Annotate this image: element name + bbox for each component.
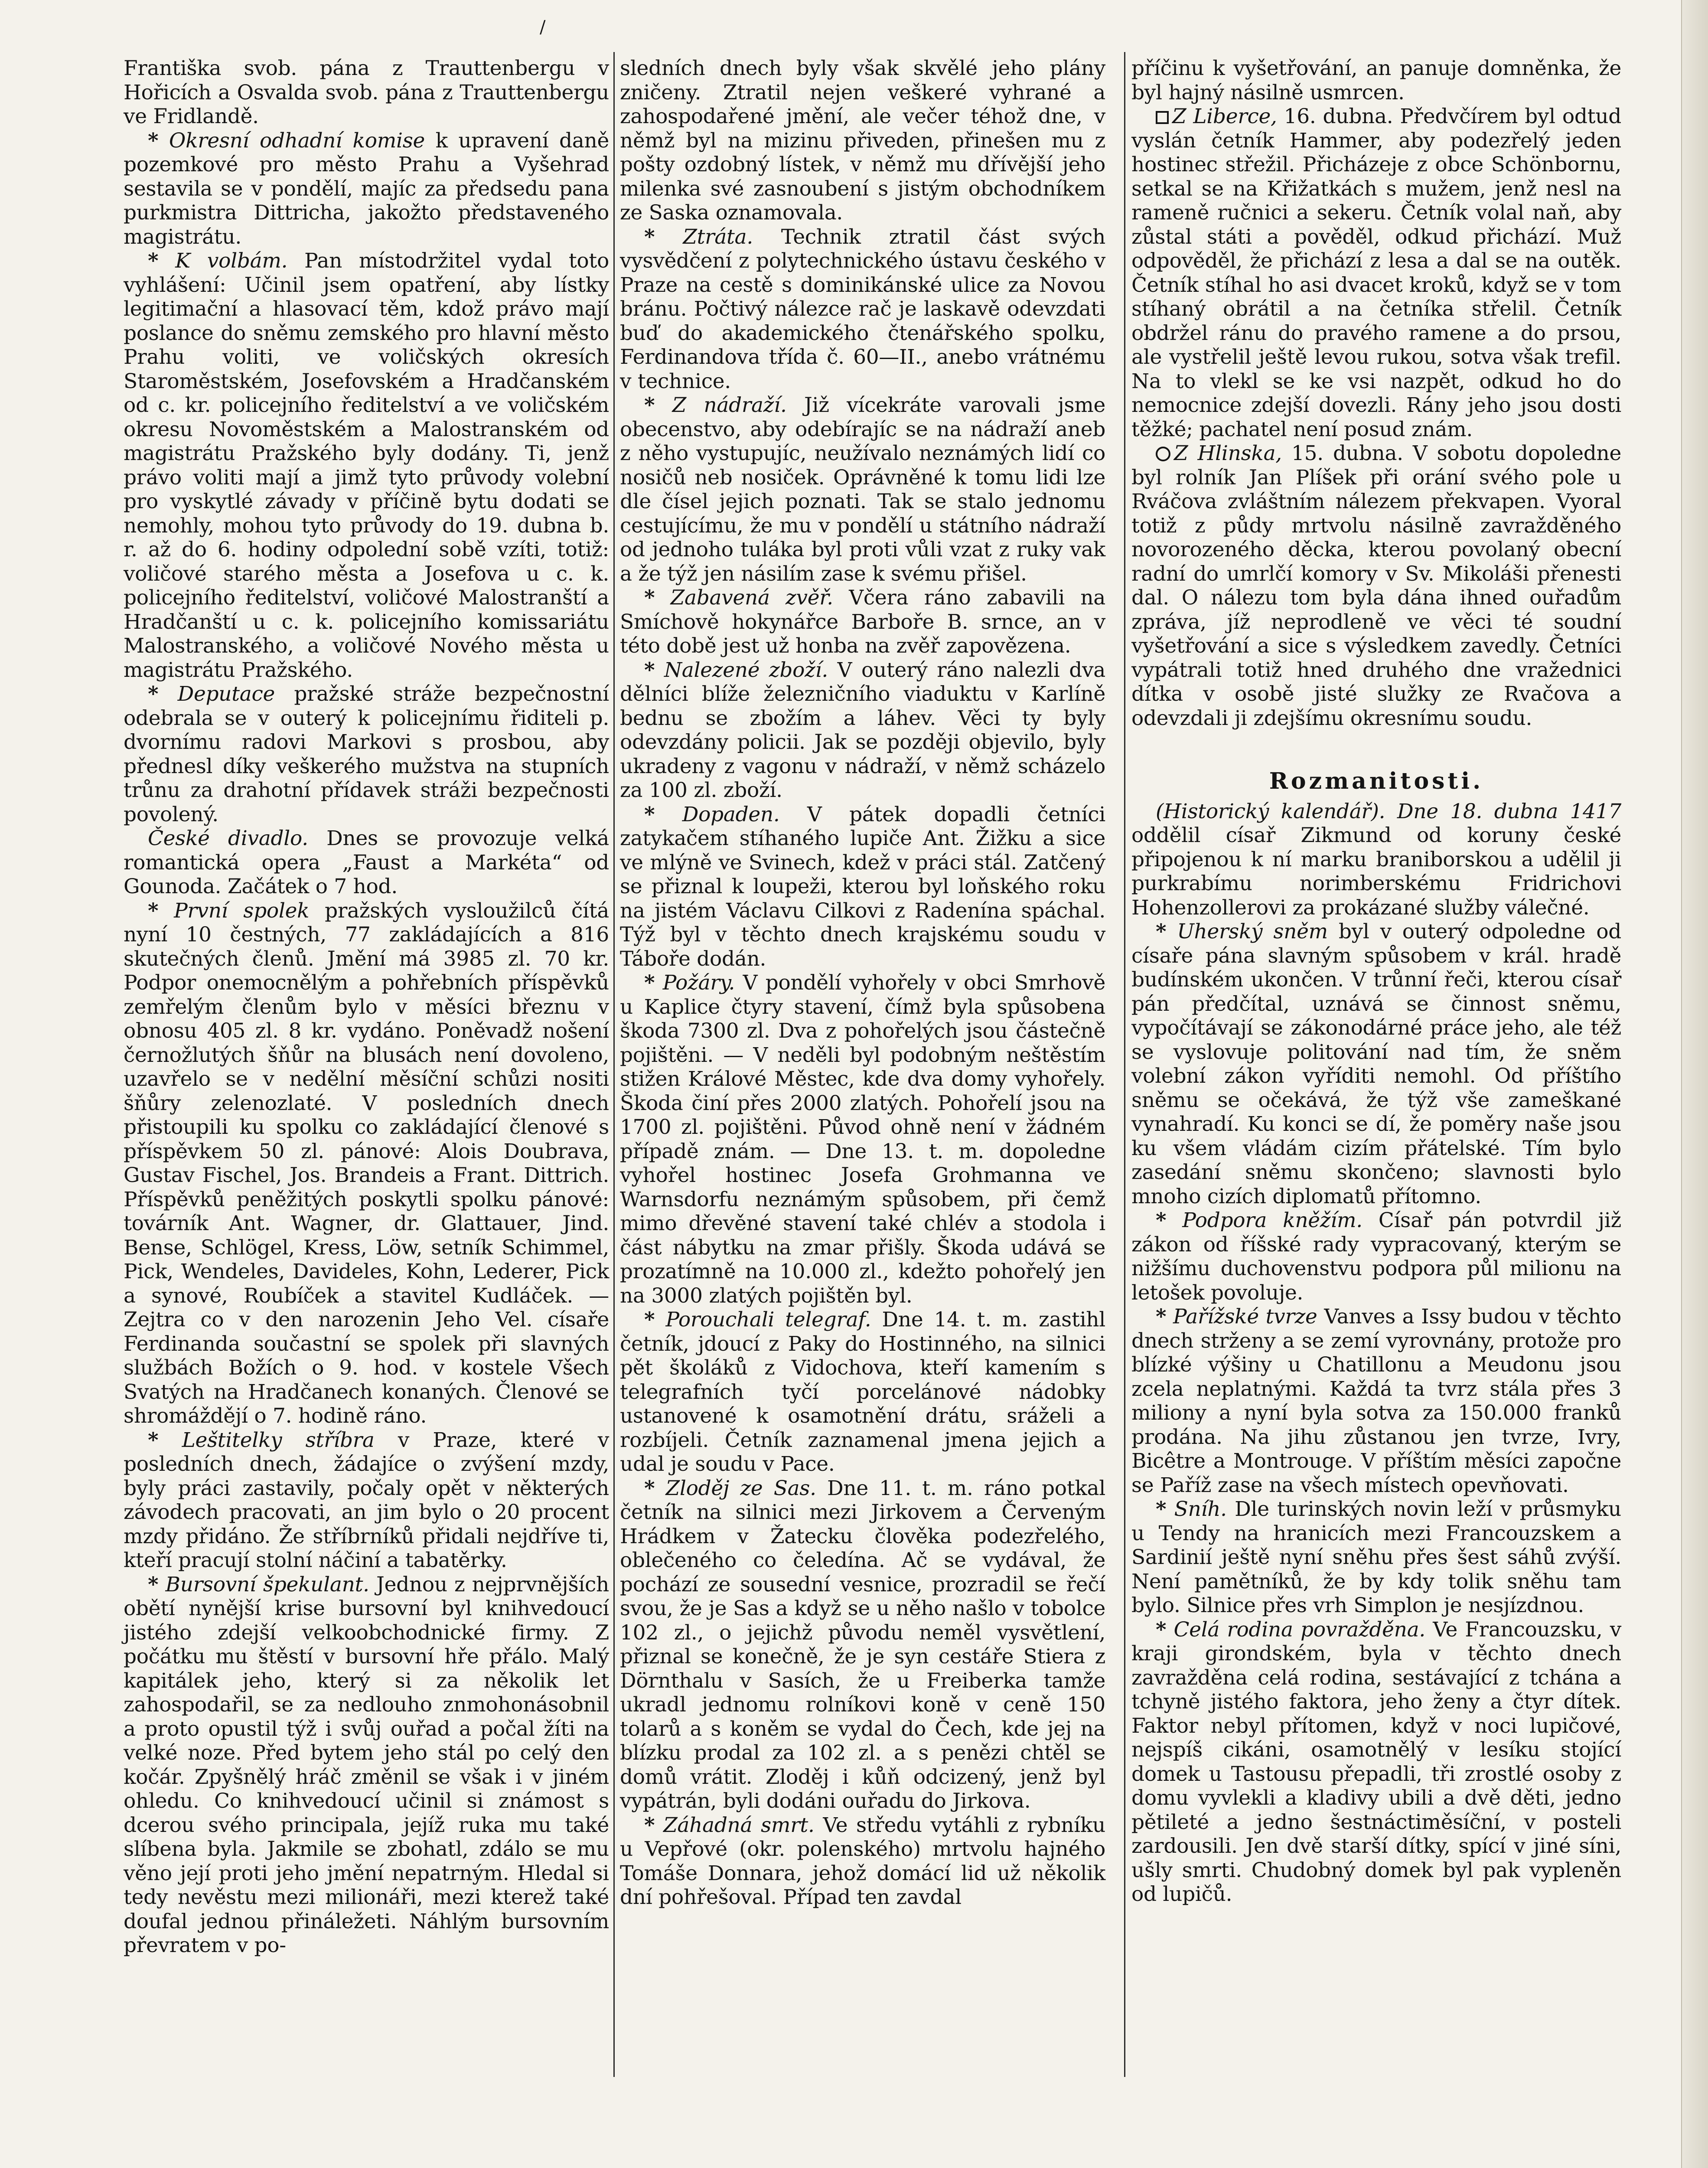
article-paragraph — [124, 1428, 609, 1573]
article-paragraph — [620, 1476, 1105, 1813]
article-text: Františka svob. pána z Trauttenbergu v Hořicích a Osvalda svob. pána z Trauttenbergu ve Fridlandě. — [124, 56, 609, 128]
article-heading: Leštitelky stříbra — [182, 1428, 375, 1452]
asterisk-marker: * — [148, 249, 159, 273]
article-heading: K volbám. — [175, 249, 288, 273]
article-heading: Pařížské tvrze — [1173, 1305, 1317, 1329]
article-heading: Sníh. — [1174, 1497, 1227, 1521]
asterisk-marker: * — [1156, 1208, 1167, 1232]
asterisk-marker: * — [644, 1476, 655, 1500]
article-text: Dle turinských novin leží v průsmyku u Tendy na hranicích mezi Francouzskem a Sardinií ještě nyní sněhu přes šest sáhů zvýší. Není pamětníků, že by kdy tolik sněhu tam bylo. Silnice přes vrh Simplon je nesjízdnou. — [1131, 1497, 1621, 1617]
article-heading: Ztráta. — [683, 225, 753, 249]
article-text: Ve středu vytáhli z rybníku u Vepřové (okr. polenského) mrtvolu hajného Tomáše Donnara, jehož domácí lid už několik dní pohřešoval. Případ ten zavdal — [620, 1813, 1106, 1909]
page-edge — [1681, 0, 1708, 2168]
article-paragraph — [620, 586, 1105, 658]
article-heading: Celá rodina povražděna. — [1173, 1617, 1425, 1642]
article-text: sledních dnech byly však skvělé jeho plány zničeny. Ztratil nejen veškeré vyhrané a zahospodařené jmění, ale večer téhož dne, v němž byl na mizinu přiveden, přinešen mu z pošty ozdobný lístek, v němž mu dřívější jeho milenka své zasnoubení s jistým obchodníkem ze Saska oznamovala. — [620, 56, 1105, 225]
article-text: V pátek dopadli četníci zatykačem stíhaného lupiče Ant. Žižku a sice ve mlýně ve Svinech, kdež v práci stál. Zatčený se přiznal k loupeži, kterou byl loňského roku na jistém Václavu Cilkovi z Radenína spáchal. Týž byl v těchto dnech krajskému soudu v Táboře dodán. — [620, 802, 1105, 971]
article-text: V pondělí vyhořely v obci Smrhově u Kaplice čtyry stavení, čímž byla spůsobena škoda 7300 zl. Dva z pohořelých jsou částečně pojištěni. — V neděli byl podobným neštěstím stižen Králové Městec, kde dva domy vyhořely. Škoda činí přes 2000 zlatých. Pohořelí jsou na 1700 zl. pojištěni. Původ ohně není v žádném případě znám. — Dne 13. t. m. dopoledne vyhořel hostinec Josefa Grohmanna ve Warnsdorfu neznámým spůsobem, při čemž mimo dřevěné stavení také chlév a stodola i část nábytku na zmar přišly. Škoda udává se prozatímně na 10.000 zl., kdežto pohořelý jen na 3000 zlatých pojištěn byl. — [620, 971, 1105, 1308]
asterisk-marker: * — [1156, 1617, 1167, 1642]
asterisk-marker: * — [644, 1308, 655, 1332]
article-text: Dne 14. t. m. zastihl četník, jdoucí z Paky do Hostinného, na silnici pět školáků z Vidochova, kteří kamením s telegrafních tyčí porcelánové nádobky ustanovené k osamotnění drátu, sráželi a rozbíjeli. Četník zaznamenal jmena jejich a udal je soudu v Pace. — [620, 1308, 1106, 1476]
article-heading: Okresní odhadní komise — [169, 128, 425, 153]
article-heading: První spolek — [174, 898, 310, 923]
asterisk-marker: * — [148, 898, 159, 923]
circle-mark-icon — [1156, 447, 1170, 461]
article-paragraph — [124, 56, 609, 129]
article-text: pražských vysloužilců čítá nyní 10 čestných, 77 zakládajících a 816 skutečných členů. Jmění má 3985 zl. 70 kr. Podpor onemocnělým a pohřebních příspěvků zemřelým členům bylo v měsíci březnu v obnosu 405 zl. 8 kr. vydáno. Poněvadž nošení černožlutých šňůr na blusách není dovoleno, uzavřelo se v nedělní měsíční schůzi nositi šňůry zelenozlaté. V posledních dnech přistoupili ku spolku co zakládající členové s příspěvkem 50 zl. pánové: Alois Doubrava, Gustav Fischel, Jos. Brandeis a Frant. Dittrich. Příspěvků peněžitých poskytli spolku pánové: továrník Ant. Wagner, dr. Glattauer, Jind. Bense, Schlögel, Kress, Löw, setník Schimmel, Pick, Wendeles, Davideles, Kohn, Lederer, Pick a synové, Roubíček a stavitel Kudláček. — Zejtra co v den narozenin Jeho Vel. císaře Ferdinanda součastní se spolek při slavných službách Božích o 9. hod. v kostele Všech Svatých na Hradčanech konaných. Členové se shromáždějí o 7. hodině ráno. — [124, 898, 610, 1428]
article-heading: Zloděj ze Sas. — [665, 1476, 816, 1500]
article-text: v Praze, které v posledních dnech, žádajíce o zvýšení mzdy, byly práci zastavily, počaly opět v některých závodech pracovati, an jim bylo o 20 procent mzdy přidáno. Že stříbrníků přidali nejdříve ti, kteří pracují stolní náčiní a tabatěrky. — [124, 1428, 610, 1572]
article-heading: Záhadná smrt. — [663, 1813, 815, 1837]
column-1 — [124, 56, 609, 1958]
article-text: byl v outerý odpoledne od císaře pána slavným spůsobem v král. hradě budínském ukončen. V trůnní řeči, kterou císař pán předčítal, uznává se činnost sněmu, vypočítávají se zákonodárné práce jeho, ale též se vyslovuje politování nad tím, že sněm volební zákon vyříditi nemohl. Od příštího sněmu se očekává, že týž vše zameškané vynahradí. Ku konci se dí, že poměry naše jsou ku všem vládám cizím přátelské. Tím bylo zasedání sněmu skončeno; slavnosti bylo mnoho cizích diplomatů přítomno. — [1131, 920, 1622, 1208]
column-rule-1 — [613, 52, 615, 2077]
article-heading: Z Hlinska, — [1174, 441, 1282, 465]
article-paragraph — [124, 899, 609, 1428]
article-heading: Bursovní špekulant. — [165, 1572, 369, 1597]
article-paragraph — [124, 682, 609, 826]
article-heading: Deputace — [177, 682, 275, 706]
column-3-miscellany — [1131, 800, 1621, 1907]
article-text: Ve Francouzsku, v kraji girondském, byla v těchto dnech zavražděna celá rodina, sestávající z tchána a tchyně jistého faktora, jeho ženy a čtyr dítek. Faktor nebyl přítomen, když v noci lupičové, nejspíš cikáni, osamotnělý v lesíku stojící domek u Tastousu přepadli, tři zrostlé osoby z domu vyvlekli a kladivy ubili a dvě děti, jedno pětileté a jedno šestnáctiměsíční, v posteli zardousili. Jen dvě starší dítky, spící v jiné síni, ušly smrti. Chudobný domek byl pak vypleněn od lupičů. — [1131, 1617, 1622, 1906]
article-text: Jednou z nejprvnějších obětí nynější krise bursovní byl knihvedoucí jistého zdejší velkoobchodnické firmy. Z počátku mu štěstí v bursovní hře přálo. Malý kapitálek jeho, který si za několik let zahospodařil, se za nedlouho znmohonásobnil a proto opustil týž i svůj ouřad a počal žíti na velké noze. Před bytem jeho stál po celý den kočár. Zpyšnělý hráč změnil se však i v jiném ohledu. Co knihvedoucí učinil si známost s dcerou svého principala, jejíž ruka mu také slíbena byla. Jakmile se zbohatl, zdálo se mu věno její proti jeho jmění nepatrným. Hledal si tedy nevěstu mezi milionáři, mezi kterež také doufal jednou přináležeti. Náhlým bursovním převratem v po- — [124, 1572, 609, 1957]
square-mark-icon — [1156, 111, 1169, 124]
article-heading: Porouchali telegraf. — [665, 1308, 871, 1332]
section-title: Rozmanitosti. — [1269, 768, 1484, 794]
article-heading: Požáry. — [662, 971, 735, 995]
article-text: Pan místodržitel vydal toto vyhlášení: Učinil jsem opatření, aby lístky legitimační a hlasovací těm, kdož právo mají poslance do sněmu zemského pro hlavní město Prahu voliti, ve voličských okresích Staroměstském, Josefovském a Hradčanském od c. kr. policejního ředitelství a ve voličském okresu Novoměstském a Malostranském od magistrátu Pražského byly dodány. Ti, jenž právo voliti mají a jimž tyto průvody volební pro vyskytlé závady v příčině bytu dodati se nemohly, mohou tyto průvody do 19. dubna b. r. až do 6. hodiny odpolední sobě vzíti, totiž: voličové starého města a Josefova u c. k. policejního ředitelství, voličové Malostranští a Hradčanští u c. k. policejního komissariátu Malostranského, a voličové Nového města u magistrátu Pražského. — [124, 249, 609, 682]
article-text: Dne 11. t. m. ráno potkal četník na silnici mezi Jirkovem a Červeným Hrádkem v Žatecku člověka podezřelého, oblečeného co čeledína. Ač se vydával, že pochází ze sousední vesnice, prozradil se řečí svou, že je Sas a když se u něho našlo v tobolce 102 zl., o jejichž původu neměl vysvětlení, přiznal se konečně, že je syn cestáře Stiera z Dörnthalu v Sasích, že u Freiberka tamže ukradl jednomu rolníkovi koně v ceně 150 tolarů a s koněm se vydal do Čech, kde jej na blízku prodal za 102 zl. a s penězi chtěl se domů vrátit. Zloděj i kůň odcizený, jenž byl vypátrán, byli dodáni ouřadu do Jirkova. — [620, 1476, 1106, 1813]
article-paragraph — [1131, 1497, 1621, 1618]
article-paragraph — [620, 803, 1105, 971]
article-paragraph — [124, 1573, 609, 1958]
article-text: Technik ztratil část svých vysvědčení z polytechnického ústavu českého v Praze na cestě s dominikánské ulice za Novou bránu. Počtivý nálezce rač je laskavě odevzdati buď do akademického čtenářského spolku, Ferdinandova třída č. 60—II., anebo vrátnému v technice. — [620, 225, 1105, 393]
article-paragraph — [620, 1308, 1105, 1476]
article-paragraph — [620, 225, 1105, 394]
asterisk-marker: * — [644, 802, 655, 826]
article-text: Již vícekráte varovali jsme obecenstvo, aby odebírajíc se na nádraží aneb z něho vystupujíc, neužívalo neznámých lidí co nosičů neb nosiček. Oprávněné k tomu lidi lze dle čísel jejich poznati. Tak se stalo jednomu cestujícímu, že mu v pondělí u státního nádraží od jednoho tuláka byl proti vůli vzat z ruky vak a že týž jen násilím zase k svému přišel. — [620, 393, 1106, 586]
article-text: Císař pán potvrdil již zákon od říšské rady vypracovaný, kterým se nižšímu duchovenstvu podpora půl milionu na letošek povoluje. — [1131, 1208, 1621, 1305]
article-paragraph — [1131, 1305, 1621, 1497]
article-heading: České divadlo. — [148, 826, 308, 850]
column-3-news — [1131, 56, 1621, 730]
asterisk-marker: * — [1156, 920, 1167, 944]
article-paragraph — [1131, 920, 1621, 1208]
article-heading: Podpora kněžím. — [1182, 1208, 1362, 1232]
article-paragraph — [620, 658, 1105, 803]
top-mark: / — [540, 17, 546, 37]
asterisk-marker: * — [644, 1813, 655, 1837]
article-paragraph — [620, 56, 1105, 225]
article-paragraph — [1131, 800, 1621, 920]
column-rule-2 — [1124, 52, 1125, 2077]
article-text: V outerý ráno nalezli dva dělníci blíže železničního viaduktu v Karlíně bednu se zbožím a láhev. Věci ty byly odevzdány policii. Jak se později objevilo, byly ukradeny z vagonu v nádraží, v němž scházelo za 100 zl. zboží. — [620, 658, 1105, 802]
article-heading: Z Liberce, — [1172, 104, 1277, 128]
asterisk-marker: * — [644, 225, 655, 249]
asterisk-marker: * — [148, 128, 159, 153]
article-paragraph — [620, 393, 1105, 586]
asterisk-marker: * — [644, 586, 655, 610]
article-paragraph — [620, 1813, 1105, 1910]
article-text: Vanves a Issy budou v těchto dnech strženy a se zemí vyrovnány, protože pro blízké výšiny u Chatillonu a Meudonu jsou zcela neplatnými. Každá ta tvrz stála přes 3 miliony a nyní byla sotva za 150.000 franků prodána. Na jihu zůstanou jen tvrze, Ivry, Bicêtre a Montrouge. V příštím měsíci započne se Paříž zase na všech místech opevňovati. — [1131, 1305, 1621, 1497]
article-heading: Nalezené zboží. — [664, 658, 828, 682]
article-paragraph — [1131, 1618, 1621, 1907]
asterisk-marker: * — [1156, 1305, 1167, 1329]
article-heading: Z nádraží. — [672, 393, 787, 417]
article-text: 16. dubna. Předvčírem byl odtud vyslán četník Hammer, aby podezřelý jeden hostinec střežil. Přicházeje z obce Schönbornu, setkal se na Křižatkách s mužem, jenž nesl na rameně ručnici a sekeru. Četník volal naň, aby zůstal státi a pověděl, odkud přichází. Muž odpověděl, že přichází z lesa a dal se na outěk. Četník stíhal ho asi dvacet kroků, když se v tom stíhaný obrátil a na četníka střelil. Četník obdržel ránu do pravého ramene a do prsou, ale vystřelil ještě levou rukou, sotva však trefil. Na to vlekl se ke vsi nazpět, odkud ho do nemocnice zdejší dovezli. Rány jeho jsou dosti těžké; pachatel není posud znám. — [1131, 104, 1621, 441]
asterisk-marker: * — [644, 658, 655, 682]
article-paragraph — [124, 249, 609, 682]
column-2 — [620, 56, 1105, 1910]
article-paragraph — [1131, 104, 1621, 441]
article-text: příčinu k vyšetřování, an panuje domněnka, že byl hajný násilně usmrcen. — [1131, 56, 1621, 104]
column-3 — [1131, 56, 1621, 1907]
article-heading: Uherský sněm — [1177, 920, 1328, 944]
article-paragraph — [1131, 441, 1621, 730]
article-paragraph — [124, 129, 609, 249]
article-heading: (Historický kalendář). Dne 18. dubna 1417 — [1156, 799, 1621, 823]
article-text: pražské stráže bezpečnostní odebrala se v outerý k policejnímu řiditeli p. dvornímu radovi Markovi s prosbou, aby přednesl díky veškerého mužstva na stupních trůnu za drahotní přídavek stráži bezpečnosti povolený. — [124, 682, 609, 826]
article-text: 15. dubna. V sobotu dopoledne byl rolník Jan Plíšek při orání svého pole u Rváčova zvláštním nálezem překvapen. Vyoral totiž z půdy mrtvolu násilně zavražděného novorozeného děcka, kterou povolaný obecní radní do umrlčí komory v Sv. Mikoláši přenesti dal. O nálezu tom byla dána ihned ouřadům zpráva, jíž neprodleně ve věci té soudní vyšetřování a sice s výsledkem zavedly. Četníci vypátrali totiž hned druhého dne vražednici dítka v osobě jisté služky ze Rvačova a odevzdali ji zdejšímu okresnímu soudu. — [1131, 441, 1621, 730]
article-text: k upravení daně pozemkové pro město Prahu a Vyšehrad sestavila se v pondělí, majíc za předsedu pana purkmistra Dittricha, jakožto představeného magistrátu. — [124, 128, 609, 249]
article-paragraph — [124, 826, 609, 899]
article-paragraph — [620, 971, 1105, 1308]
asterisk-marker: * — [148, 1572, 159, 1597]
article-paragraph — [1131, 56, 1621, 104]
article-heading: Zabavená zvěř. — [670, 586, 833, 610]
article-heading: Dopaden. — [682, 802, 780, 826]
asterisk-marker: * — [644, 393, 655, 417]
article-paragraph — [1131, 1208, 1621, 1305]
asterisk-marker: * — [644, 971, 655, 995]
article-text: oddělil císař Zikmund od koruny české připojenou k ní marku braniborskou a udělil ji purkrabímu norimberskému Fridrichovi Hohenzollerovi za prokázané služby válečné. — [1131, 823, 1621, 920]
asterisk-marker: * — [148, 682, 159, 706]
asterisk-marker: * — [1156, 1497, 1167, 1521]
article-text: Dnes se provozuje velká romantická opera „Faust a Markéta“ od Gounoda. Začátek o 7 hod. — [124, 826, 609, 898]
article-text: Včera ráno zabavili na Smíchově hokynářce Barboře B. srnce, an v této době jest už honba na zvěř zapovězena. — [620, 586, 1106, 658]
asterisk-marker: * — [148, 1428, 159, 1452]
